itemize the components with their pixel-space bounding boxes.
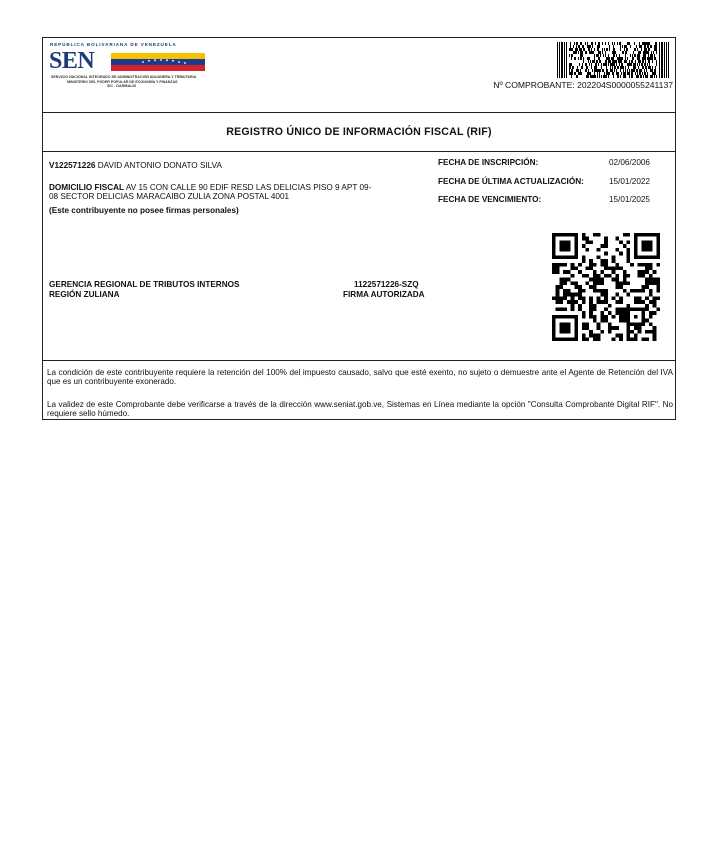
vencimiento-label: FECHA DE VENCIMIENTO: [438,195,542,204]
document-title: REGISTRO ÚNICO DE INFORMACIÓN FISCAL (RIF) [226,126,492,138]
office-line-2: REGIÓN ZULIANA [49,290,120,299]
office-line-1: GERENCIA REGIONAL DE TRIBUTOS INTERNOS [49,280,240,289]
validity-note: La validez de este Comprobante debe verificarse a través de la dirección www.seniat.gob.ve, Sistemas en Línea mediante la opción "Consulta Comprobante Digital RIF". No requiere sello húmedo. [47,400,673,418]
address-value-1: AV 15 CON CALLE 90 EDIF RESD LAS DELICIAS PISO 9 APT 09- [125,183,372,192]
document-title-row [43,113,675,152]
vencimiento-value: 15/01/2025 [609,195,650,204]
taxpayer-info [43,152,675,361]
actualizacion-value: 15/01/2022 [609,177,650,186]
retention-note: La condición de este contribuyente requiere la retención del 100% del impuesto causado, salvo que esté exento, no sujeto o demuestre ante el Agente de Retención del IVA que es un contribuyente exonerado. [47,368,673,386]
barcode-icon [557,42,669,78]
rif-document [42,37,676,420]
signatures-note: (Este contribuyente no posee firmas personales) [49,206,239,215]
document-header [43,38,675,113]
taxpayer-name: DAVID ANTONIO DONATO SILVA [97,161,222,170]
comprobante-number [493,80,673,90]
logo-agency-text: SERVICIO NACIONAL INTEGRADO DE ADMINISTRACIÓN ADUANERA Y TRIBUTARIA [51,75,197,79]
comprobante-label: Nº COMPROBANTE: [493,80,575,90]
taxpayer-id-line [49,161,222,170]
signature-code: 1122571226-SZQ [354,280,419,289]
inscripcion-value: 02/06/2006 [609,158,650,167]
logo-ministry-text: MINISTERIO DEL PODER POPULAR DE ECONOMÍA Y FINANZAS [67,80,178,84]
address-line-1 [49,183,371,192]
logo-flag-icon [111,53,205,71]
inscripcion-label: FECHA DE INSCRIPCIÓN: [438,158,539,167]
logo-sub-text: SIC - GARIBALDI [107,84,137,88]
address-line-2: 08 SECTOR DELICIAS MARACAIBO ZULIA ZONA POSTAL 4001 [49,192,290,201]
logo-country-text: REPÚBLICA BOLIVARIANA DE VENEZUELA [50,42,177,47]
logo-brand-left: SEN [49,48,95,74]
taxpayer-rif: V122571226 [49,161,96,170]
signature-label: FIRMA AUTORIZADA [343,290,425,299]
comprobante-value: 202204S0000055241137 [577,80,673,90]
document-notes [43,361,675,419]
qr-code-icon [552,233,660,341]
seniat-logo [47,42,207,90]
actualizacion-label: FECHA DE ÚLTIMA ACTUALIZACIÓN: [438,177,584,186]
address-label: DOMICILIO FISCAL [49,183,125,192]
